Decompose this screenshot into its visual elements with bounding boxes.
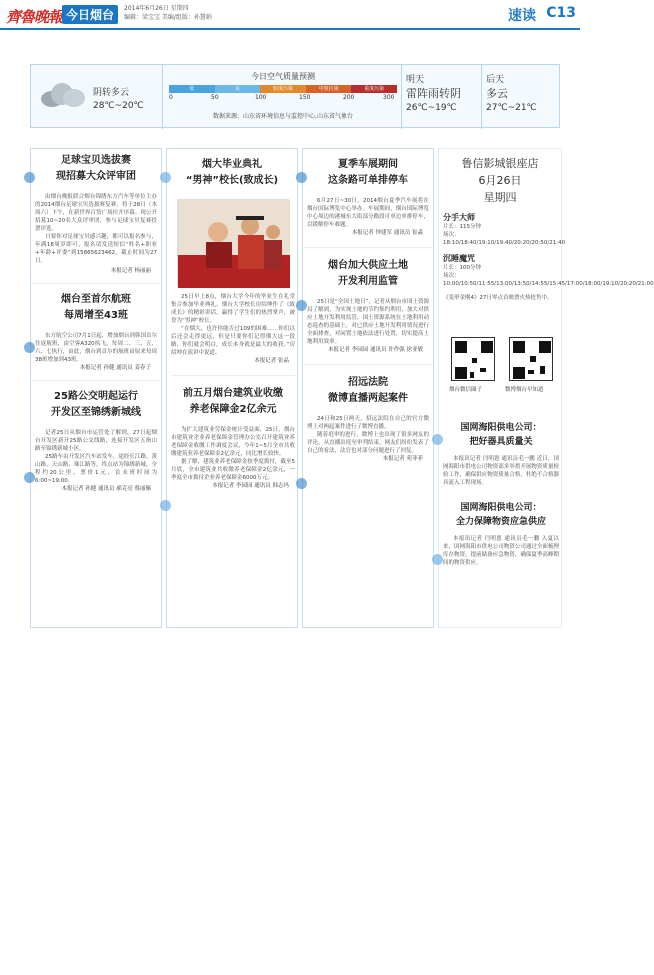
- weather-dayafter: [481, 65, 561, 129]
- dayafter-temp: 27℃~21℃: [486, 103, 537, 113]
- article-body: 只要你对足球宝贝感兴趣，都可以报名参与，年满18周岁即可。报名请发送短信“姓名+职业+年龄+评委”到15865623462，截止时间为27日。: [35, 234, 157, 264]
- movie-title: 分手大师: [443, 213, 475, 222]
- column-4: [438, 148, 654, 628]
- article-body: 25日是“全国土地日”，记者从烟台市国土资源局了解到，为实现土地的节约集约利用，加大对供应土地开发利用监管，国土资源系统在土地利用动态巡查的基础上，对已供应土地开发利用情况进行全面排查，对闲置土地依法进行处置，切实提高土地利用效率。: [307, 299, 429, 345]
- headline: 25路公交明起运行: [54, 391, 138, 402]
- qr-code-weibo: [509, 337, 553, 381]
- byline: 本报记者 李园园 通讯员 许作强 徐亚敏: [328, 347, 423, 353]
- article-body: 记者25日从烟台市运管处了解到，27日起烟台开发区新开25路公交线路，连接开发区五指山路至锦绣新城小区。: [35, 430, 157, 452]
- byline: 本报记者 苑菲菲: [382, 456, 423, 462]
- article-body: 东方航空公司7月1日起，增加烟台到韩国首尔往返航班，由空客A320执飞，每周二、三、五、六、七执行，由此，烟台到首尔的航班由原来每周38班增加到43班。: [35, 333, 157, 363]
- graduation-photo: [177, 199, 289, 287]
- aqi-tick: 300: [383, 94, 395, 101]
- headline: 足球宝贝选拔赛: [61, 155, 131, 166]
- cinema-name: 鲁信影城银座店: [461, 157, 539, 170]
- article-body: 本报讯记者 闫明恩 通讯员毛一鹏 近日，国网海阳市供电公司物资部多举措开展物资质量检验工作，确保供应物资质量合格，杜绝不合格器具流入工程现场。: [443, 456, 559, 486]
- cinema-weekday: 星期四: [483, 191, 517, 204]
- column-3: [302, 148, 434, 628]
- issue-date: 2014年6月26日 星期四: [124, 5, 189, 12]
- page-number: C13: [546, 5, 576, 21]
- headline: 招远法院: [348, 377, 388, 388]
- section-tag: 今日烟台: [62, 5, 118, 24]
- aqi-level-3: 轻度污染: [260, 85, 306, 93]
- headline: 烟台至首尔航班: [61, 294, 131, 305]
- aqi-source: 数据来源：山东省环境信息与监控中心,山东省气象台: [213, 113, 353, 120]
- headline: 国网海阳供电公司：: [460, 503, 542, 513]
- headline: 养老保障金2亿余元: [189, 404, 277, 415]
- movie-showtimes: 场次：18:10/18:40/19:10/19:40/20:20/20:50/21:40: [443, 232, 566, 246]
- bullet-dot: [296, 172, 307, 183]
- headline: 烟大毕业典礼: [202, 159, 262, 170]
- tomorrow-desc: 雷阵雨转阴: [406, 87, 461, 100]
- byline: 本报记者 钟建军 通讯员 崔淼: [351, 230, 423, 236]
- aqi-ticks: [169, 94, 397, 102]
- headline: 烟台加大供应土地: [328, 260, 408, 271]
- divider: [303, 247, 433, 248]
- column-1: [30, 148, 162, 628]
- headline: 前五月烟台建筑业收缴: [183, 388, 283, 399]
- bullet-dot: [24, 472, 35, 483]
- presale-notice: 《变形金刚4》27日零点首映票火热抢售中。: [443, 295, 553, 301]
- qr-label: 烟台微信圈子: [449, 387, 483, 393]
- aqi-title: 今日空气质量预测: [251, 72, 315, 81]
- headline: 现招募大众评审团: [56, 171, 136, 182]
- divider: [171, 375, 295, 376]
- bullet-dot: [24, 342, 35, 353]
- divider: [303, 364, 433, 365]
- bullet-dot: [296, 300, 307, 311]
- headline: “男神”校长(致成长): [185, 175, 279, 186]
- headline: 微博直播两起案件: [328, 393, 408, 404]
- aqi-level-5: 重度污染: [351, 85, 397, 93]
- bullet-dot: [432, 554, 443, 565]
- aqi-forecast: [165, 65, 401, 129]
- today-desc: 阴转多云: [93, 88, 130, 98]
- cloud-icon: [41, 81, 85, 107]
- cinema-date: 6月26日: [478, 174, 522, 187]
- article-body: 6月27日~30日，2014烟台夏季汽车展将在烟台国际博览中心举办。车展期间，烟台国际博览中心周边的港城东大街部分路段可单边单排停车，以缓解停车难题。: [307, 198, 429, 228]
- tomorrow-label: 明天: [406, 75, 425, 85]
- byline: 本报记者 李园园 通讯员 韩志玛: [212, 483, 289, 489]
- divider: [31, 380, 161, 381]
- tomorrow-temp: 26℃~19℃: [406, 103, 457, 113]
- movie-length: 片长：100分钟: [443, 265, 481, 271]
- bullet-dot: [160, 172, 171, 183]
- weather-today: [31, 65, 163, 129]
- bullet-dot: [432, 434, 443, 445]
- issue-meta: [124, 4, 212, 22]
- aqi-tick: 200: [343, 94, 355, 101]
- movie-showtimes: 场次：10:00/10:50/11:55/13:00/13:50/14:55/15:45/17:00/18:00/19:10/20:20/21:00: [443, 273, 654, 287]
- masthead: [0, 0, 580, 30]
- byline: 本报记者 杨丽丽: [110, 268, 151, 274]
- dayafter-desc: 多云: [486, 87, 508, 100]
- headline: 全力保障物资应急供应: [455, 517, 546, 527]
- divider: [31, 283, 161, 284]
- headline: 这条路可单排停车: [328, 175, 408, 186]
- aqi-level-2: 良: [215, 85, 261, 93]
- editor-line: 编辑：梁宝宝 美编/组版：孙慧娟: [124, 14, 212, 21]
- headline: 夏季车展期间: [338, 159, 398, 170]
- aqi-tick: 100: [255, 94, 267, 101]
- bullet-dot: [160, 500, 171, 511]
- today-temp: 28℃~20℃: [93, 101, 144, 111]
- article-body: 25日早上8点，烟台大学今年的毕业生在礼堂集合参加毕业典礼。烟台大学校长房绍坤作了《致成长》的精彩讲话，赢得了学生们的热烈掌声，被誉为“男神”校长。: [171, 294, 295, 324]
- headline: 国网海阳供电公司：: [460, 423, 542, 433]
- article-body: 24日和25日两天，招远法院在自己的官方微博上对两起案件进行了微博直播。: [307, 416, 429, 430]
- article-body: “在烟大，也许你能否过109的困难……你们以后还会走得更远，但是只要你们记得烟大这一段路，你们就会明白，成长本身就是最大的收获。”房绍坤在演讲中说道。: [171, 326, 295, 356]
- byline: 本报记者 孙健 通讯员 姜春子: [79, 365, 151, 371]
- newspaper-logo: 齊魯晚報: [6, 8, 63, 26]
- qr-label: 微博烟台早知道: [505, 387, 544, 393]
- qr-code-wechat: [451, 337, 495, 381]
- aqi-scale: [169, 85, 397, 93]
- aqi-tick: 0: [169, 94, 173, 101]
- article-body: 据了解，建筑业养老保障金按季度拨付，截至5月底，全市建筑业共收缴养老保障金2亿余元，一季度全市拨付企业养老保障金6000万元。: [171, 459, 295, 481]
- headline: 开发区至锦绣新城线: [51, 407, 141, 418]
- article-body: 为扩大建筑业劳保金统计受益面，25日，烟台市建筑业企业养老保障金管理办公室召开建筑业养老保障金收缴工作调度会议，今年1~5月全市共收缴建筑业养老保障金2亿余元，同比增长较快。: [171, 427, 295, 457]
- bullet-dot: [24, 172, 35, 183]
- headline: 每周增至43班: [64, 310, 128, 321]
- headline: 把好器具质量关: [469, 437, 533, 447]
- movie-length: 片长：115分钟: [443, 224, 481, 230]
- aqi-level-4: 中度污染: [306, 85, 352, 93]
- byline: 本报记者 张晶: [254, 358, 289, 364]
- headline: 开发利用监管: [338, 276, 398, 287]
- weather-panel: [30, 64, 560, 128]
- article-body: 本报讯记者 闫明恩 通讯员毛一鹏 入夏以来，国网海阳市供电公司物资公司通过全面梳理库存物资，提前储备应急物资，确保夏季高峰期间的物资供应。: [443, 536, 559, 566]
- aqi-level-1: 优: [169, 85, 215, 93]
- aqi-tick: 50: [211, 94, 219, 101]
- column-2: [166, 148, 298, 628]
- byline: 本报记者 孙健 通讯员 郝克亮 蔡丽佩: [61, 486, 151, 492]
- movie-title: 沉睡魔咒: [443, 254, 475, 263]
- article-body: 由烟台晚报联合烟台锦绣东方汽车等单位主办的2014烟台足球宝贝选拔赛复赛，将于28日（本周六）下午，在新世界百货广场拉开序幕。现公开招募10~20名大众评审团，参与足球宝贝复赛投票评选。: [35, 194, 157, 232]
- bullet-dot: [296, 478, 307, 489]
- weather-tomorrow: [401, 65, 481, 129]
- dayafter-label: 后天: [486, 75, 505, 85]
- section-name: 速读: [508, 8, 536, 24]
- article-body: 25路车由开发区汽车站发车，途经长江路、黄山路、天山路、珠江路等，终点站为锦绣新城，全程约20公里，票价1元，首末班时间为6:00~19:00。: [35, 454, 157, 484]
- aqi-tick: 150: [299, 94, 311, 101]
- article-body: 随着庭审的进行，微博上也出现了很多网友的评论，从直播出庭至审判结束，网友们纷纷发表了自己的看法，法官也对部分问题进行了回复。: [307, 432, 429, 454]
